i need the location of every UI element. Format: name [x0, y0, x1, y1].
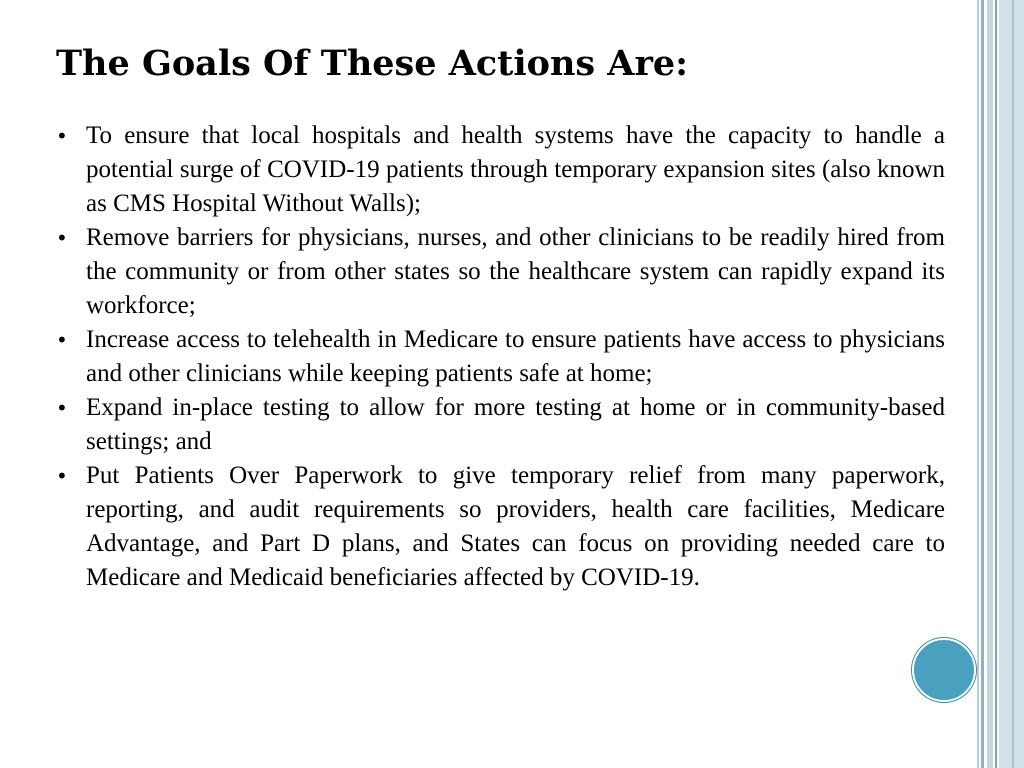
bullet-item	[56, 323, 945, 391]
decorative-circle	[912, 638, 976, 702]
slide-title: The Goals Of These Actions Are:	[56, 43, 689, 84]
bullet-icon: •	[56, 464, 68, 488]
bullet-item	[56, 221, 945, 323]
bullet-text: Remove barriers for physicians, nurses, and other clinicians to be readily hired from the community or from other states so the healthcare system can rapidly expand its workforce;	[86, 224, 945, 319]
bullet-list	[56, 119, 945, 595]
decorative-stripe	[1012, 0, 1014, 768]
bullet-text: Put Patients Over Paperwork to give temporary relief from many paperwork, reporting, and audit requirements so providers, health care facilities, Medicare Advantage, and Part D plans, and States can focus on providing needed care to Medicare and Medicaid beneficiaries affected by COVID-19.	[86, 462, 945, 591]
bullet-icon: •	[56, 396, 68, 420]
bullet-item	[56, 459, 945, 595]
bullet-icon: •	[56, 328, 68, 352]
bullet-text: Increase access to telehealth in Medicare to ensure patients have access to physicians and other clinicians while keeping patients safe at home;	[86, 326, 945, 387]
bullet-text: To ensure that local hospitals and health systems have the capacity to handle a potential surge of COVID-19 patients through temporary expansion sites (also known as CMS Hospital Without Walls);	[86, 122, 945, 217]
bullet-item	[56, 391, 945, 459]
decorative-stripe	[987, 0, 993, 768]
decorative-stripe	[981, 0, 984, 768]
bullet-icon: •	[56, 124, 68, 148]
bullet-icon: •	[56, 226, 68, 250]
decorative-stripe	[995, 0, 997, 768]
decorative-stripe	[977, 0, 979, 768]
bullet-item	[56, 119, 945, 221]
bullet-text: Expand in-place testing to allow for more testing at home or in community-based settings; and	[86, 394, 945, 455]
